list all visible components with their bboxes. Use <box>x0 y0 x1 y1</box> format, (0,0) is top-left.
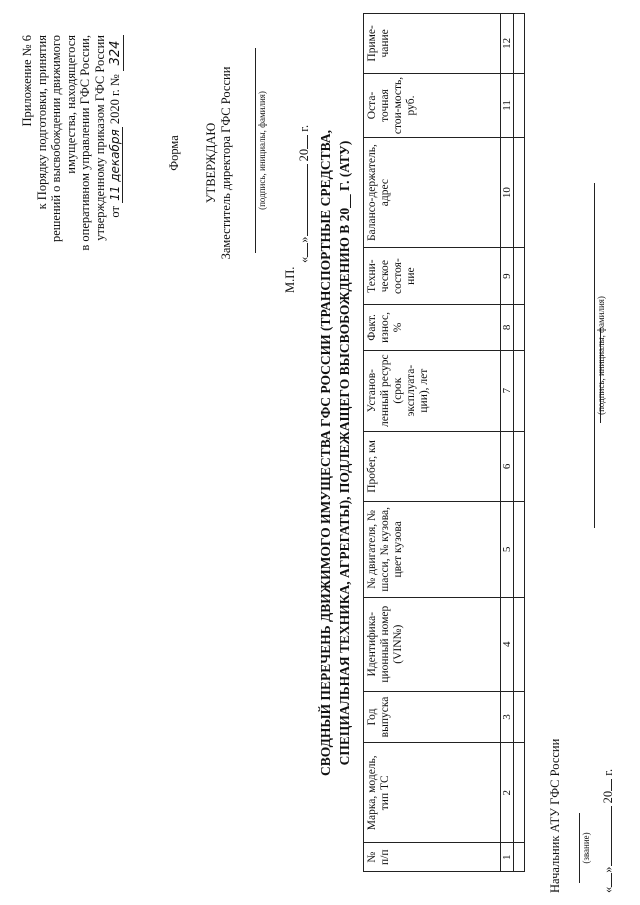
order-date-handwritten: 11 декабря <box>107 129 122 201</box>
column-number: 11 <box>501 73 514 137</box>
order-number-handwritten: 324 <box>109 35 125 71</box>
table-header-row <box>364 14 501 872</box>
appendix-header <box>20 35 124 893</box>
order-line <box>108 35 125 893</box>
header-cell: Идентифика-ционный номер (VIN№) <box>364 597 501 691</box>
title-line-2: СПЕЦИАЛЬНАЯ ТЕХНИКА, АГРЕГАТЫ), ПОДЛЕЖАЩЕГО ВЫСВОБОЖДЕНИЮ В 20__ Г. (АТУ) <box>337 140 352 766</box>
appendix-line: утвержденному приказом ГФС России <box>92 35 107 241</box>
month-blank <box>295 165 308 237</box>
column-number: 8 <box>501 305 514 350</box>
approval-title: УТВЕРЖДАЮ <box>204 122 218 204</box>
footer-signature-caption: (подпись, инициалы, фамилия) <box>596 296 606 415</box>
empty-cell <box>514 14 525 74</box>
day-blank <box>295 243 308 257</box>
footer-rank-caption: (звание) <box>581 832 591 864</box>
date-suffix: г. <box>601 768 615 776</box>
header-cell: Оста-точная стои-мость, руб. <box>364 73 501 137</box>
year-blank <box>599 779 612 791</box>
day-blank <box>599 873 612 887</box>
column-number: 6 <box>501 431 514 501</box>
footer-date <box>599 769 616 893</box>
column-number: 12 <box>501 14 514 74</box>
footer-rank-line <box>579 813 580 883</box>
empty-cell <box>514 138 525 248</box>
date-quote-close: » <box>297 236 311 243</box>
header-cell: Факт. износ, % <box>364 305 501 350</box>
date-quote-open: « <box>601 886 615 893</box>
date-quote-open: « <box>297 256 311 263</box>
empty-cell <box>514 73 525 137</box>
date-year: 20 <box>297 148 311 162</box>
header-cell: Балансо-держатель, адрес <box>364 138 501 248</box>
header-cell: Марка, модель, тип ТС <box>364 743 501 843</box>
appendix-line: к Порядку подготовки, принятия <box>34 35 49 210</box>
header-cell: № двигателя, № шасси, № кузова, цвет кузова <box>364 502 501 597</box>
appendix-line: решений о высвобождении движимого <box>49 35 64 242</box>
empty-cell <box>514 350 525 431</box>
table-number-row <box>501 14 514 872</box>
column-number: 4 <box>501 597 514 691</box>
empty-cell <box>514 305 525 350</box>
empty-cell <box>514 743 525 843</box>
header-cell: Установ-ленный ресурс (срок эксплуата-ции), лет <box>364 350 501 431</box>
appendix-line: Приложение № 6 <box>20 35 34 127</box>
stamp-place: М.П. <box>283 266 297 293</box>
rotated-form <box>12 13 640 893</box>
column-number: 1 <box>501 843 514 872</box>
header-cell: Техни-ческое состоя-ние <box>364 247 501 304</box>
header-cell: № п/п <box>364 843 501 872</box>
header-cell: Год выпуска <box>364 691 501 742</box>
footer-head-title: Начальник АТУ ГФС России <box>548 738 562 893</box>
column-number: 9 <box>501 247 514 304</box>
approval-signature-line <box>255 48 256 253</box>
title-line-1: СВОДНЫЙ ПЕРЕЧЕНЬ ДВИЖИМОГО ИМУЩЕСТВА ГФС РОССИИ (ТРАНСПОРТНЫЕ СРЕДСТВА, <box>318 130 333 776</box>
approval-signature-caption: (подпись, инициалы, фамилия) <box>257 91 267 210</box>
header-cell: Приме-чание <box>364 14 501 74</box>
date-suffix: г. <box>297 124 311 132</box>
approval-position: Заместитель директора ГФС России <box>219 66 233 260</box>
header-cell: Пробег, км <box>364 431 501 501</box>
document-title <box>316 13 354 893</box>
empty-cell <box>514 502 525 597</box>
appendix-line: в оперативном управлении ГФС России, <box>78 35 93 251</box>
year-blank <box>295 135 308 149</box>
order-prefix: от <box>107 206 122 218</box>
column-number: 7 <box>501 350 514 431</box>
vehicle-list-table <box>363 13 525 872</box>
approval-block <box>204 43 234 283</box>
footer-signature-line <box>594 183 595 528</box>
empty-cell <box>514 691 525 742</box>
date-year: 20 <box>601 790 615 804</box>
empty-cell <box>514 247 525 304</box>
appendix-line: имущества, находящегося <box>63 35 78 174</box>
column-number: 10 <box>501 138 514 248</box>
approval-date <box>295 125 312 263</box>
month-blank <box>599 807 612 867</box>
column-number: 5 <box>501 502 514 597</box>
column-number: 2 <box>501 743 514 843</box>
empty-cell <box>514 597 525 691</box>
table-empty-row <box>514 14 525 872</box>
date-quote-close: » <box>601 866 615 873</box>
empty-cell <box>514 843 525 872</box>
order-mid: 2020 г. № <box>107 74 122 125</box>
form-label: Форма <box>167 135 181 171</box>
empty-cell <box>514 431 525 501</box>
column-number: 3 <box>501 691 514 742</box>
